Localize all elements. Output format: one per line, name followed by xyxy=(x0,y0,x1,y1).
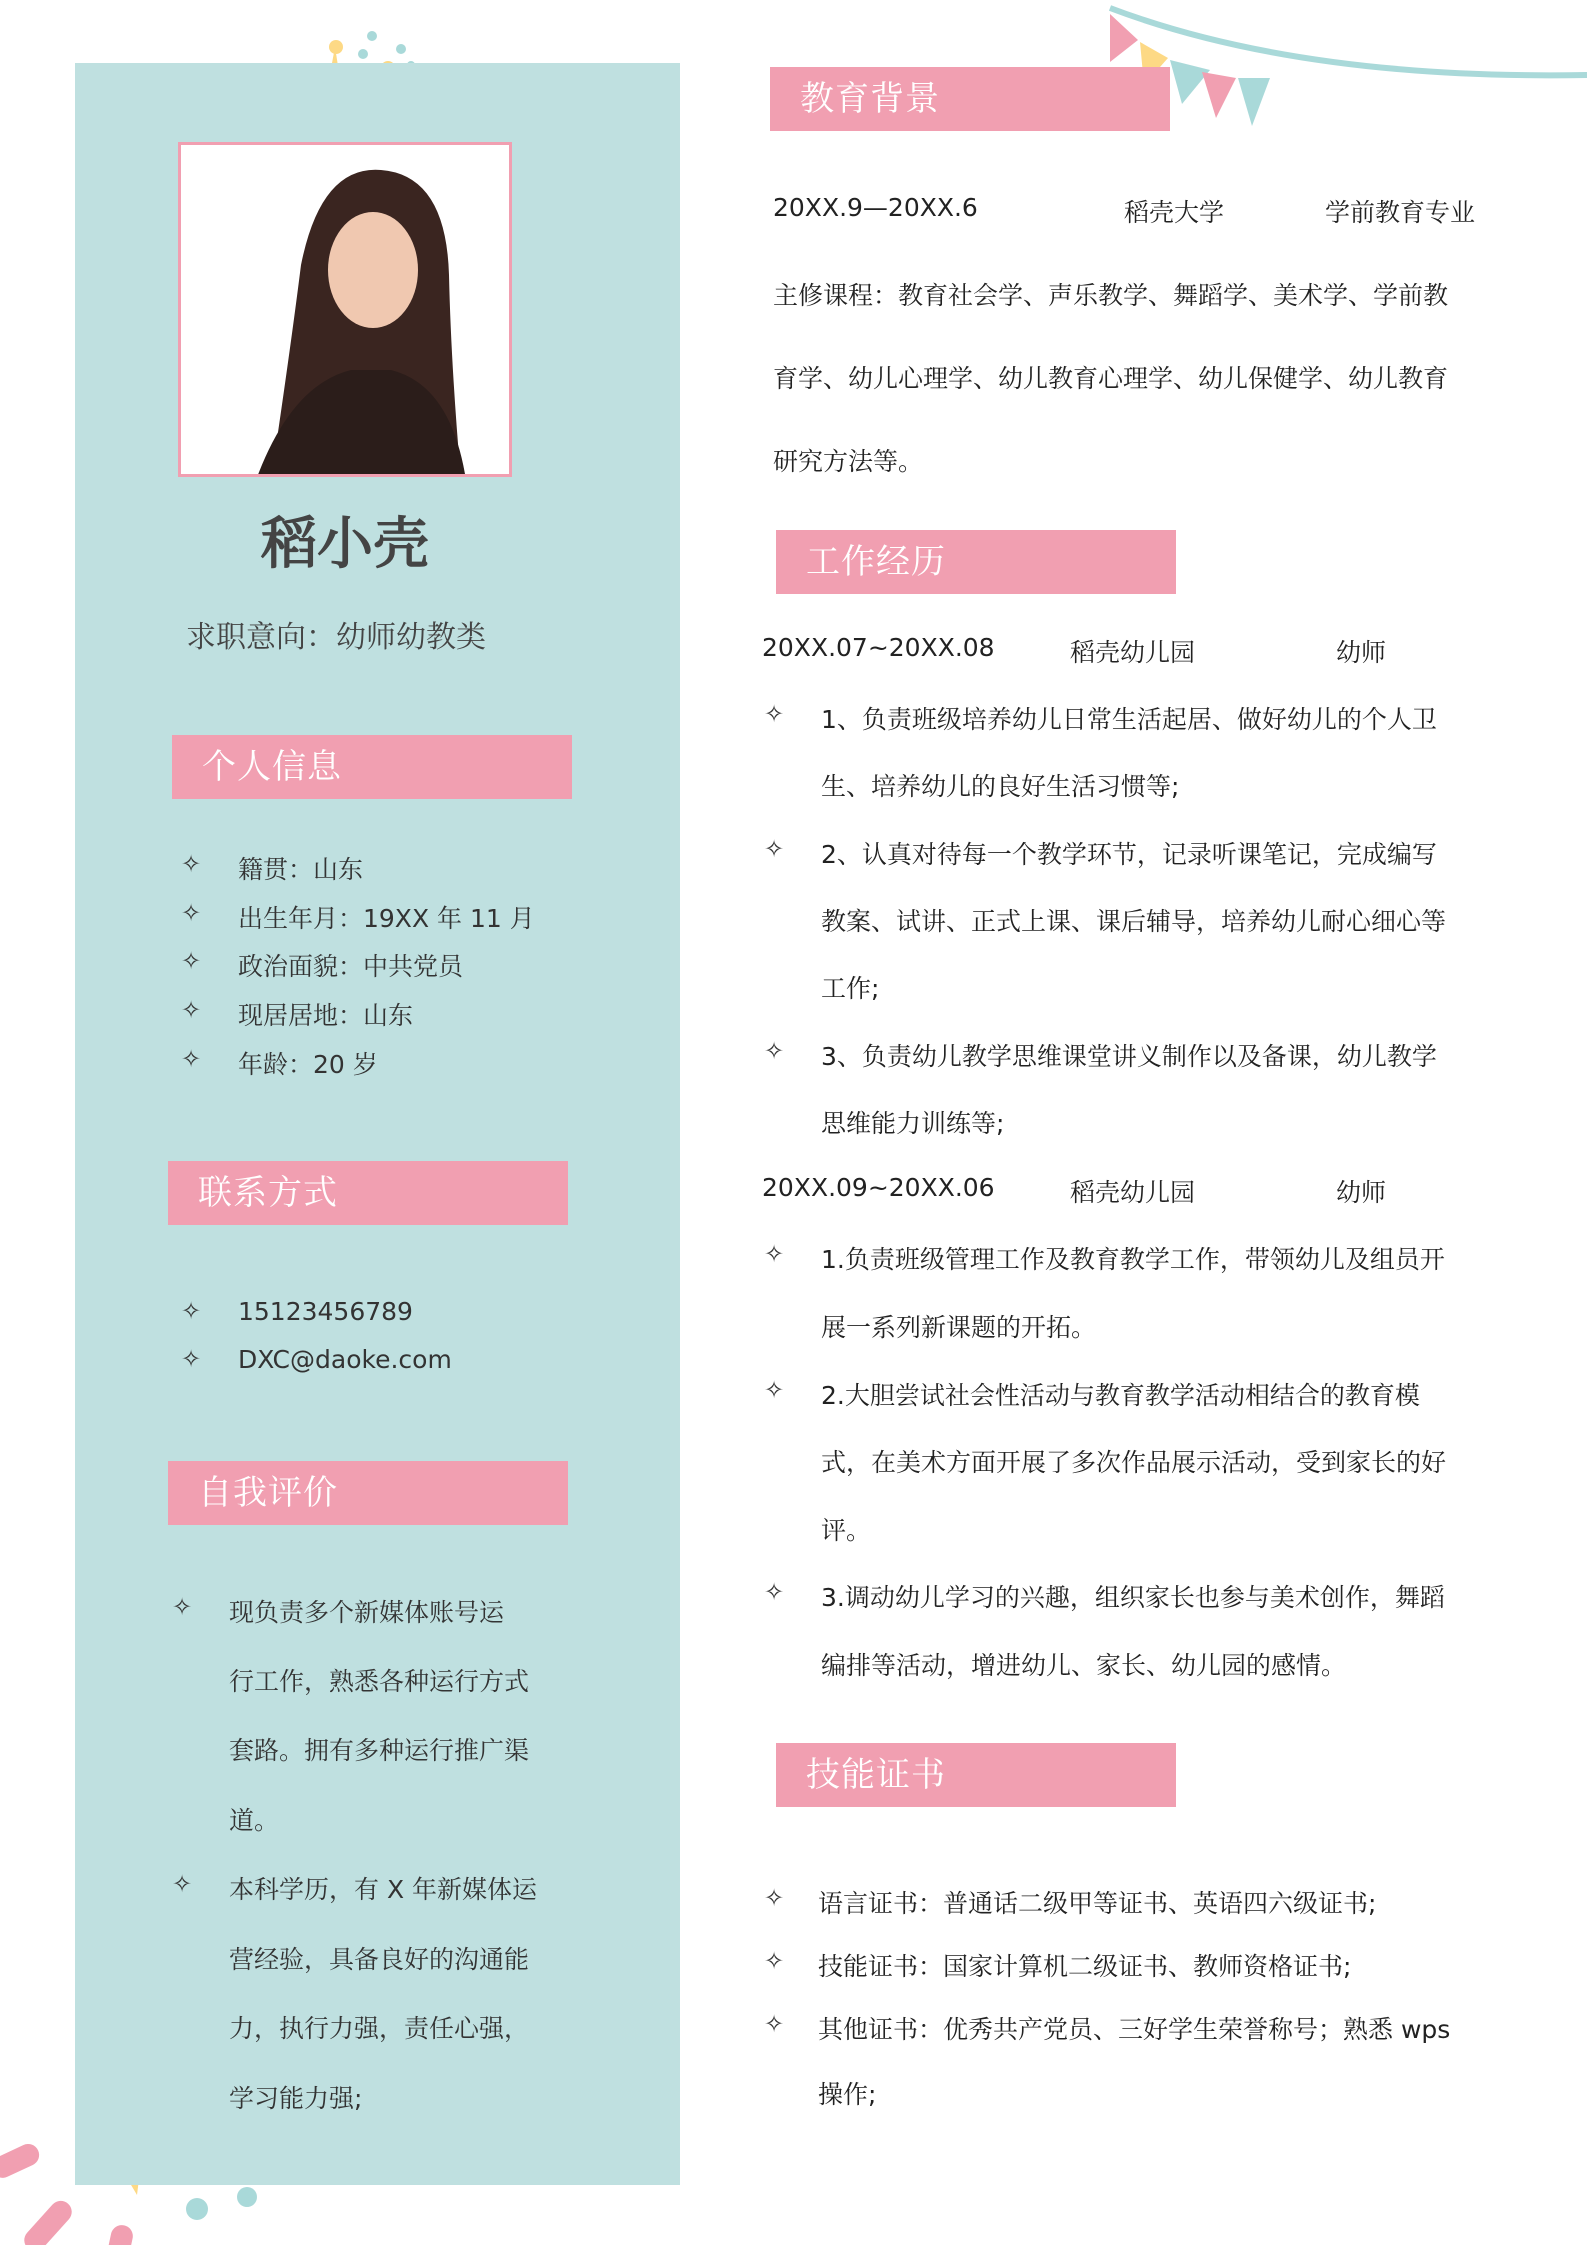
bullet-star-icon: ✧ xyxy=(764,1037,785,1065)
bullet-star-icon: ✧ xyxy=(764,1884,785,1912)
job-duty-line: 展一系列新课题的开拓。 xyxy=(821,1313,1097,1342)
bullet-star-icon: ✧ xyxy=(181,996,202,1024)
bullet-star-icon: ✧ xyxy=(764,2010,785,2038)
bullet-star-icon: ✧ xyxy=(181,947,202,975)
phone-number: 15123456789 xyxy=(238,1297,413,1326)
self-eval-line: 套路。拥有多种运行推广渠 xyxy=(229,1736,530,1765)
bullet-star-icon: ✧ xyxy=(181,1045,202,1073)
section-header-self: 自我评价 xyxy=(168,1461,568,1525)
skill-line: 操作; xyxy=(818,2080,877,2109)
job-duty-line: 教案、试讲、正式上课、课后辅导，培养幼儿耐心细心等 xyxy=(821,907,1447,936)
section-header-education: 教育背景 xyxy=(770,67,1170,131)
self-eval-line: 现负责多个新媒体账号运 xyxy=(229,1598,505,1627)
section-header-skills: 技能证书 xyxy=(776,1743,1176,1807)
job-duty-line: 2.大胆尝试社会性活动与教育教学活动相结合的教育模 xyxy=(821,1381,1420,1410)
bullet-star-icon: ✧ xyxy=(181,1297,202,1325)
job-duty-line: 式，在美术方面开展了多次作品展示活动，受到家长的好 xyxy=(821,1448,1447,1477)
bullet-star-icon: ✧ xyxy=(181,1345,202,1373)
skill-line: 技能证书：国家计算机二级证书、教师资格证书; xyxy=(818,1952,1352,1981)
bullet-star-icon: ✧ xyxy=(764,1376,785,1404)
skill-line: 其他证书：优秀共产党员、三好学生荣誉称号；熟悉 wps xyxy=(818,2015,1451,2044)
self-eval-line: 本科学历，有 X 年新媒体运 xyxy=(229,1875,538,1904)
job-period: 20XX.07~20XX.08 xyxy=(762,633,995,662)
bullet-star-icon: ✧ xyxy=(181,850,202,878)
section-header-work: 工作经历 xyxy=(776,530,1176,594)
job-duty-line: 生、培养幼儿的良好生活习惯等; xyxy=(821,772,1180,801)
job-company: 稻壳幼儿园 xyxy=(1070,638,1196,667)
bullet-star-icon: ✧ xyxy=(764,1240,785,1268)
education-period: 20XX.9—20XX.6 xyxy=(773,193,978,222)
job-duty-line: 1、负责班级培养幼儿日常生活起居、做好幼儿的个人卫 xyxy=(821,705,1437,734)
job-duty-line: 3.调动幼儿学习的兴趣，组织家长也参与美术创作，舞蹈 xyxy=(821,1583,1445,1612)
personal-item: 出生年月：19XX 年 11 月 xyxy=(238,904,535,933)
skill-line: 语言证书：普通话二级甲等证书、英语四六级证书; xyxy=(818,1889,1377,1918)
profile-photo xyxy=(178,142,512,477)
job-duty-line: 评。 xyxy=(821,1516,872,1545)
bullet-star-icon: ✧ xyxy=(764,1947,785,1975)
job-intent: 求职意向：幼师幼教类 xyxy=(186,620,486,655)
candidate-name: 稻小壳 xyxy=(261,512,429,577)
job-duty-line: 思维能力训练等; xyxy=(821,1109,1005,1138)
course-line: 育学、幼儿心理学、幼儿教育心理学、幼儿保健学、幼儿教育 xyxy=(773,364,1449,393)
job-duty-line: 1.负责班级管理工作及教育教学工作，带领幼儿及组员开 xyxy=(821,1245,1445,1274)
email-address: DXC@daoke.com xyxy=(238,1345,452,1374)
job-role: 幼师 xyxy=(1336,1178,1387,1207)
bullet-star-icon: ✧ xyxy=(764,1578,785,1606)
bullet-star-icon: ✧ xyxy=(172,1870,193,1898)
self-eval-line: 力，执行力强，责任心强， xyxy=(229,2014,530,2043)
course-line: 主修课程：教育社会学、声乐教学、舞蹈学、美术学、学前教 xyxy=(773,281,1449,310)
section-header-contact: 联系方式 xyxy=(168,1161,568,1225)
bunting-icon xyxy=(1110,8,1587,126)
self-eval-line: 营经验，具备良好的沟通能 xyxy=(229,1945,530,1974)
personal-item: 年龄：20 岁 xyxy=(238,1050,378,1079)
job-period: 20XX.09~20XX.06 xyxy=(762,1173,995,1202)
personal-item: 籍贯：山东 xyxy=(238,855,364,884)
bullet-star-icon: ✧ xyxy=(764,835,785,863)
education-school: 稻壳大学 xyxy=(1124,198,1225,227)
job-role: 幼师 xyxy=(1336,638,1387,667)
self-eval-line: 学习能力强; xyxy=(229,2084,363,2113)
self-eval-line: 道。 xyxy=(229,1806,280,1835)
self-eval-line: 行工作，熟悉各种运行方式 xyxy=(229,1667,530,1696)
course-line: 研究方法等。 xyxy=(773,447,924,476)
section-header-personal: 个人信息 xyxy=(172,735,572,799)
bullet-star-icon: ✧ xyxy=(764,700,785,728)
job-duty-line: 工作; xyxy=(821,974,880,1003)
job-duty-line: 2、认真对待每一个教学环节，记录听课笔记，完成编写 xyxy=(821,840,1437,869)
job-duty-line: 编排等活动，增进幼儿、家长、幼儿园的感情。 xyxy=(821,1651,1347,1680)
bullet-star-icon: ✧ xyxy=(181,899,202,927)
job-duty-line: 3、负责幼儿教学思维课堂讲义制作以及备课，幼儿教学 xyxy=(821,1042,1437,1071)
personal-item: 政治面貌：中共党员 xyxy=(238,952,464,981)
job-company: 稻壳幼儿园 xyxy=(1070,1178,1196,1207)
education-major: 学前教育专业 xyxy=(1325,198,1476,227)
personal-item: 现居居地：山东 xyxy=(238,1001,414,1030)
bullet-star-icon: ✧ xyxy=(172,1593,193,1621)
